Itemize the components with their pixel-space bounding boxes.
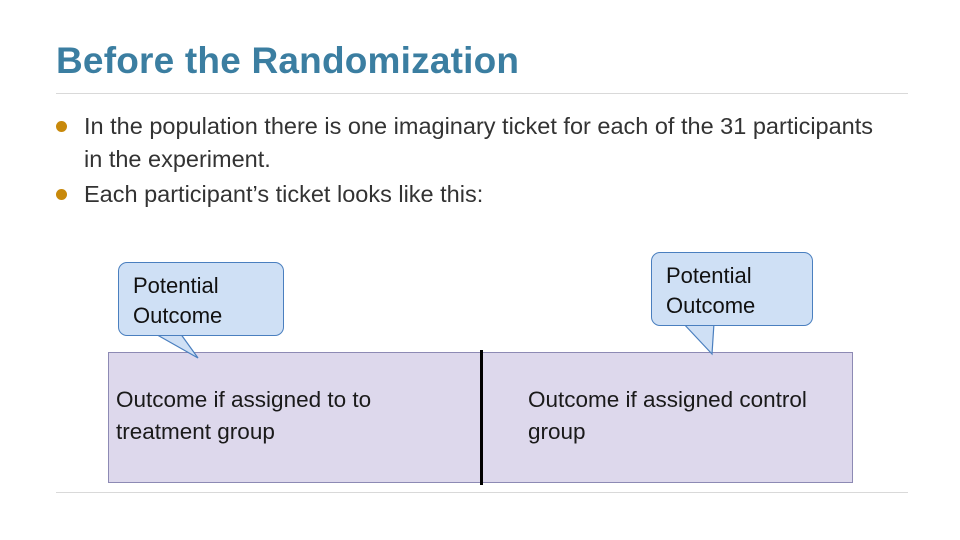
ticket-cell-control: Outcome if assigned control group bbox=[528, 387, 807, 444]
callout-potential-outcome-left bbox=[118, 262, 284, 336]
list-item bbox=[56, 110, 908, 176]
ticket-cell-treatment: Outcome if assigned to to treatment group bbox=[116, 387, 372, 444]
bullet-list bbox=[56, 110, 908, 213]
ticket-divider bbox=[480, 350, 483, 485]
footer-divider bbox=[56, 492, 908, 493]
bullet-dot-icon bbox=[56, 189, 67, 200]
callout-potential-outcome-right bbox=[651, 252, 813, 326]
bullet-text: In the population there is one imaginary ticket for each of the 31 participants in the experiment. bbox=[84, 113, 874, 172]
callout-label: Potential Outcome bbox=[133, 273, 223, 328]
list-item bbox=[56, 178, 908, 211]
bullet-dot-icon bbox=[56, 121, 67, 132]
title-divider bbox=[56, 93, 908, 94]
page-title: Before the Randomization bbox=[56, 40, 520, 81]
callout-label: Potential Outcome bbox=[666, 263, 756, 318]
bullet-text: Each participant’s ticket looks like this: bbox=[84, 181, 484, 207]
